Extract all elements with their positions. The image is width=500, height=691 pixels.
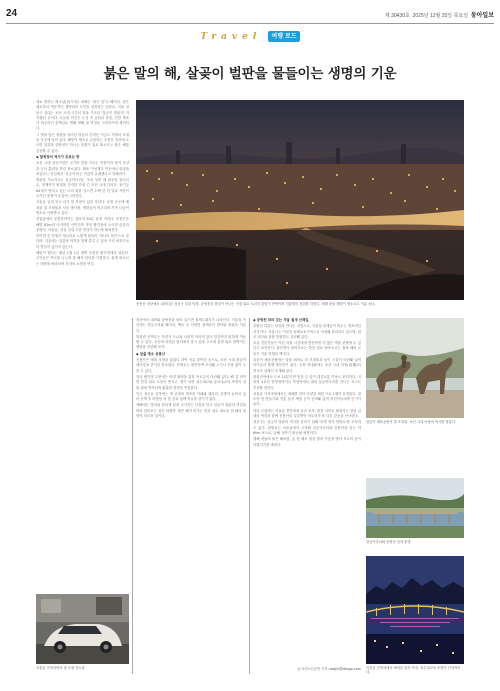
article-column-1 <box>36 100 129 590</box>
main-photo-caption: 응봉산 정상에서 내려다본 성동구 일대 야경. 중랑천과 한강이 만나는 지점 위로 도심의 불빛이 반짝이며 겨울밤의 정취를 더한다. 새해 첫날 해맞이 명소로도 이름 높다. <box>136 302 376 306</box>
night-photo-caption: 서울숲 전망대에서 바라본 한강 야경. 성수대교의 조명이 인상적이다. <box>366 666 461 675</box>
column-rule <box>249 318 250 674</box>
header-meta <box>385 10 494 19</box>
body-paragraph: 봄이면 산 전체가 개나리로 노랗게 물들어 '개나리 동산'으로 불리며, 겨울에는 일출과 야경을 함께 즐길 수 있어 사진 애호가들의 발길이 끊이지 않는다. <box>36 234 129 249</box>
exhibit-photo <box>36 594 129 664</box>
body-paragraph: 서울숲에서 응봉산까지는 걸어서 30분 남짓 거리다. 응봉산은 해발 81m의 나지막한 산이지만 정상 팔각정에 오르면 한강과 중랑천, 서울숲, 잠실 일대 고층 빌딩이 한눈에 펼쳐진다. <box>36 217 129 232</box>
subheading: ◆ 일출 명소 응봉산 <box>136 351 166 356</box>
page-header <box>0 0 500 24</box>
bridge-caption: 살곶이다리와 중랑천 일대 풍경. <box>366 540 412 544</box>
body-paragraph: 정상에서 내려와 중랑천을 따라 걸으면 철새도래지가 나타난다. 겨울철 이곳에는 청둥오리와 왜가리, 백로 등 다양한 철새들이 찾아와 장관을 이룬다. <box>136 318 246 333</box>
body-paragraph: 조류 전문가들은 이른 아침 시간대에 방문하면 더 많은 새를 관찰할 수 있다고 조언한다. 물안개가 피어오르는 하천 위로 날아오르는 철새 떼의 모습은 겨울 여행의 백미다. <box>253 341 361 356</box>
body-paragraph: 왕십리역에서 도보 15분이면 닿을 수 있어 대중교통 이용도 편리하다. 지하철 2호선 한양대역이나 뚝섬역에서 내려 살곶이다리를 건너는 코스도 추천할 만하다. <box>253 374 361 390</box>
article-column-3 <box>253 318 361 664</box>
statue-caption: 살곶이 체육공원의 말 조형물. 조선 시대 마장의 역사를 담았다. <box>366 420 457 424</box>
body-paragraph: 새해 첫날의 붉은 해처럼, 올 한 해도 힘찬 말의 기운을 받아 모두의 꿈이 이뤄지기를 바란다. <box>253 437 361 447</box>
body-paragraph: 벌판을 가로지르는 살곶이다리는 조선 성종 때 완공된 돌다리로, 현재까지 원형을 간직한 가장 긴 조선 시대 다리다. 돌기둥 64개가 받치고 있는 다리 위를 걸으면 수백 년 전 말과 사람이 오가던 풍경이 눈앞에 그려진다. <box>36 178 129 199</box>
body-paragraph: 저녁 무렵에는 서울숲 전망대에 올라 보자. 한강 너머로 펼쳐지는 강남 일대의 야경과 함께 응봉산의 실루엣이 어우러져 또 다른 감동을 선사한다. <box>253 408 361 419</box>
statue-photo <box>366 318 464 418</box>
section-english-title: Travel <box>200 31 262 42</box>
main-photo <box>136 100 464 300</box>
body-paragraph: 해맞이 행사는 매년 1월 1일 새벽 응봉산 팔각정에서 열린다. 주민들은 떡국을 나누며 한 해의 안녕을 기원하고, 붉게 떠오르는 태양을 바라보며 각자의 소망을 빈다. <box>36 251 129 266</box>
body-paragraph: 조선 시대 살곶이벌은 국가의 말을 기르는 목장이자 왕이 사냥과 군사 훈련을 하던 장소였다. 태조 이성계가 이곳에서 화살을 쏘았다는 전설에서 '살곶이'라는 이름이 유래했다고 전해진다. <box>36 161 129 176</box>
body-paragraph: 하천변 산책로는 자전거 도로와 나란히 이어져 있어 한강까지 편하게 이동할 수 있다. 곳곳에 마련된 쉼터에서 잠시 숨을 고르며 물결 위로 반짝이는 햇살을 감상해 보자. <box>136 334 246 350</box>
intro-paragraph: 그 옛날 넓은 벌판을 달리던 말들의 흔적은 지금도 지명과 조형물 곳곳에 남아 있다. 해맞이 명소로 손꼽히는 응봉산 정상에 오르면 한강과 중랑천이 만나는 물줄기 위로 떠오르는 붉은 해를 감상할 수 있다. <box>36 132 129 153</box>
body-paragraph: 중랑천 하류는 한강과 만나는 지점으로, 겨울철 철새들이 머무는 대표적인 서식지다. 서울시는 이곳을 철새보호구역으로 지정해 관리하고 있으며, 탐조 데크와 관찰 망원경도 설치돼 있다. <box>253 324 361 339</box>
body-paragraph: 응봉산은 매의 모양을 닮았다 하여 이름 붙여진 곳으로, 조선 시대 왕들이 매사냥을 즐기던 장소였다. 산책로는 완만하게 조성돼 누구나 부담 없이 오를 수 있다. <box>136 358 246 373</box>
newspaper-name: 동아일보 <box>470 13 494 19</box>
photo-credit: 글·사진=신규진 기자 newjin@donga.com <box>297 667 361 671</box>
issue-date: 2025년 12월 25일 목요일 <box>412 13 469 19</box>
bridge-photo <box>366 478 464 538</box>
section-badge: 여행 로드 <box>268 31 299 42</box>
body-paragraph: 서울숲 가족마당에서는 새해를 맞아 다양한 체험 프로그램이 운영된다. 말 모양 연 만들기와 전통 놀이 체험 등이 준비돼 있어 어린이들에게 인기가 높다. <box>253 391 361 407</box>
subheading: ◆ 중랑천 따라 걷는 겨울 철새 산책길 <box>253 318 309 322</box>
night-photo <box>366 556 464 664</box>
header-rule <box>6 23 494 24</box>
section-label <box>0 26 500 46</box>
issue-number: 제 30430호 <box>384 13 410 19</box>
body-paragraph: 성동구는 살곶이 벌판의 역사를 알리기 위해 '마장 역사 탐방로'를 조성하고 있다. 탐방로는 서울숲에서 시작해 살곶이다리와 응봉산을 잇는 약 6km 코스로, 올해 상반기 완공될 예정이다. <box>253 420 361 435</box>
column-rule <box>132 318 133 674</box>
headline: 붉은 말의 해, 살곶이 벌판을 물들이는 생명의 기운 <box>103 66 397 82</box>
body-paragraph: 인근 성수동 골목에는 옛 공장을 개조한 카페와 갤러리, 공방이 늘어서 있어 산책 후 따뜻한 차 한 잔과 함께 여유를 즐기기 좋다. <box>136 391 246 402</box>
intro-paragraph: 새로 밝히는 병오년(丙午年) 새해는 '붉은 말'의 해이다. 말은 예로부터 역동적인 생명력과 도약을 상징하는 동물로, 서울 성동구 일대는 조선 시대 국가의 말을 기르던 '살곶이 벌판'이 자리했던 곳이다. 오늘날 이곳은 도심 속 공원과 하천, 전망 명소가 어우러진 산책길로 변해 새해 첫 여정을 시작하기에 제격이다. <box>36 100 129 131</box>
page-number: 24 <box>6 8 18 19</box>
body-paragraph: 살곶이 체육공원에는 말을 테마로 한 조형물과 놀이 시설이 마련돼 있어 아이들과 함께 방문하기 좋다. 공원 안내판에는 조선 시대 마장(馬場)의 역사가 상세히 소개돼 있다. <box>253 358 361 373</box>
body-paragraph: 정상 팔각정 주변에는 야경 촬영을 위한 포토존이 마련돼 있다. 해 질 녘이면 한강 위로 노을이 번지고, 밤이 되면 성수대교와 동호대교의 조명이 강물 위에 반사되며 황홀한 풍경을 연출한다. <box>136 374 246 390</box>
subheading: ◆ 말목장의 역사가 흐르는 땅 <box>36 154 80 159</box>
article-column-2 <box>136 318 246 674</box>
body-paragraph: 서울숲 일대 역시 과거 말 목장이 있던 자리다. 공원 곳곳에 배치된 말 조형물과 사슴 방사장, 생태숲이 어우러져 가족 나들이 명소로 사랑받고 있다. <box>36 200 129 215</box>
body-paragraph: 새해에는 말처럼 힘차게 달려 나가자는 다짐을 안고 살곶이 벌판의 옛길을 따라 걸어보는 것은 어떨까. 붉은 해가 비추는 한강 위로 새로운 한 해의 희망이 차오를 것이다. <box>136 403 246 419</box>
exhibit-caption: 서울숲 가족마당의 말 모형 전시물 <box>36 666 85 670</box>
